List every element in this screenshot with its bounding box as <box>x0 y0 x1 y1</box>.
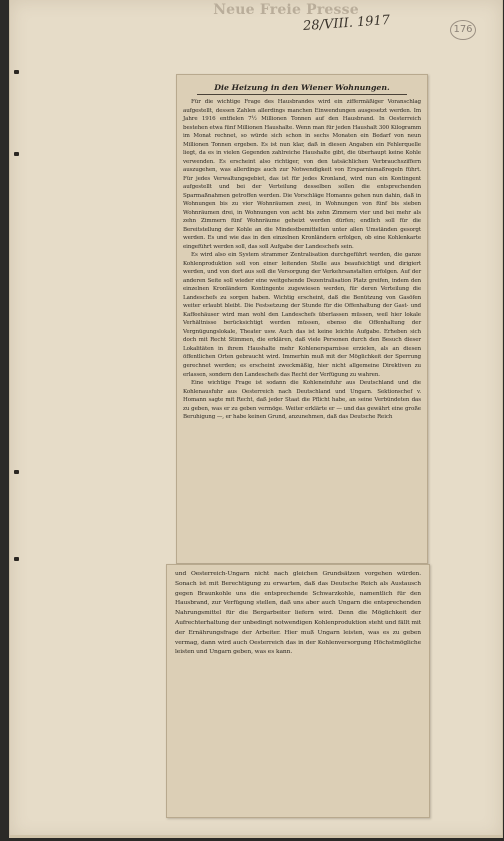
article-continuation: und Oesterreich-Ungarn nicht nach gleichen Grundsätzen vorgehen würden. Sonach ist mit Berechtigung zu erwarten, daß das Deutsche Reich als Austausch gegen Braunkohle uns die entsprechende Schwarzkohle, namentlich für den Hausbrand, zur Verfügung stellen, daß uns aber auch Ungarn die entsprechenden Nahrungsmittel für die Bergarbeiter liefern wird. Denn die Möglichkeit der Aufrechterhaltung der unbedingt notwendigen Kohlenproduktion steht und fällt mit der Ernährungsfrage der Arbeiter. Hier muß Ungarn leisten, was es zu geben vermag, dann wird auch Oesterreich das in der Kohlenversorgung Höchstmögliche leisten und Ungarn geben, was es kann. <box>175 570 421 656</box>
newspaper-clipping-continuation <box>166 564 430 818</box>
article-title: Die Heizung in den Wiener Wohnungen. <box>214 83 390 92</box>
article-paragraph: Es wird also ein System strammer Zentralisation durchgeführt werden, die ganze Kohlenproduktion soll von einer leitenden Stelle aus beaufsichtigt und dirigiert werden, und von dort aus soll die Versorgung der Verkehrsanstalten erfolgen. Auf der anderen Seite soll wieder eine weitgehende Dezentralisation Platz greifen, indem den einzelnen Kronländern Kontingente zugewiesen werden, für deren Verteilung die Landeschefs zu sorgen haben. Wichtig erscheint, daß die Benützung von Gasöfen weiter erlaubt bleibt. Die Festsetzung der Stunde für die Offenhaltung der Gast- und Kaffeehäuser wird man wohl den Landeschefs überlassen müssen, weil hier lokale Verhältnisse berücksichtigt werden müssen, ebenso die Offenhaltung der Vergnügungslokale, Theater usw. Auch das ist keine leichte Aufgabe. Erheben sich doch mit Recht Stimmen, die erklären, daß viele Personen durch den Besuch dieser Lokalitäten in ihrem Haushalte mehr Kohlenersparnisse erzielen, als an diesen öffentlichen Orten gebraucht wird. Immerhin muß mit der Möglichkeit der Sperrung gerechnet werden; es erscheint zweckmäßig, hier nicht allgemeine Direktiven zu erlassen, sondern den Landeschefs das Recht der Verfügung zu wahren. <box>183 252 421 378</box>
binding-hole <box>14 557 19 561</box>
archive-sheet <box>9 0 503 838</box>
newspaper-clipping-main <box>176 74 428 564</box>
sheet-bottom-edge <box>10 835 502 838</box>
title-rule <box>197 94 407 95</box>
article-paragraph: Für die wichtige Frage des Hausbrandes wird ein ziffermäßiger Voranschlag aufgestellt, dessen Zahlen allerdings manchen Einwendungen ausgesetzt werden. Im Jahre 1916 entfielen 7½ Millionen Tonnen auf den Hausbrand. In Oesterreich bestehen etwa fünf Millionen Haushalte. Wenn man für jeden Haushalt 300 Kilogramm im Monat rechnet, so würde sich schon in sechs Monaten ein Bedarf von neun Millionen Tonnen ergeben. Es ist nun klar, daß in diesen Angaben ein Fehlerquelle liegt, da es in vielen Gegenden zahlreiche Haushalte gibt, die überhaupt keine Kohle verwenden. Es erscheint also richtiger, von den tatsächlichen Verbrauchsziffern auszugehen, was allerdings auch zur Notwendigkeit von Ersparnismaßregeln führt. Für jedes Verwaltungsgebiet, das ist für jedes Kronland, wird nun ein Kontingent aufgestellt und bei der Verteilung desselben sollen die entsprechenden Sparmaßnahmen getroffen werden. Die Vorschläge Homanns gehen nun dahin, daß in Wohnungen bis zu vier Wohnräumen zwei, in Wohnungen von fünf bis sieben Wohnräumen drei, in Wohnungen von acht bis zehn Zimmern vier und bei mehr als zehn Zimmern fünf Wohnräume geheizt werden dürfen; endlich soll für die Bereitstellung der Kohle an die Mindestbemittelten unter allen Umständen gesorgt werden. Es und wie das in den einzelnen Kronländern erfolgen, ob eine Kohlenkarte eingeführt werden soll, das soll Aufgabe der Landeschefs sein. <box>183 99 421 250</box>
binding-hole <box>14 70 19 74</box>
handwritten-date: 28/VIII. 1917 <box>302 12 391 35</box>
binding-hole <box>14 152 19 156</box>
pencil-page-number: 176 <box>450 20 476 40</box>
article-paragraph: Eine wichtige Frage ist sodann die Kohleneinfuhr aus Deutschland und die Kohlenausfuhr aus Oesterreich nach Deutschland und Ungarn. Sektionschef v. Homann sagte mit Recht, daß jeder Staat die Pflicht habe, an seine Verbündeten das zu geben, was er zu geben vermöge. Weiter erklärte er — und das gewährt eine große Beruhigung —, er habe keinen Grund, anzunehmen, daß das Deutsche Reich <box>183 380 421 421</box>
newspaper-masthead-stamp: Neue Freie Presse <box>213 2 359 18</box>
binding-hole <box>14 470 19 474</box>
